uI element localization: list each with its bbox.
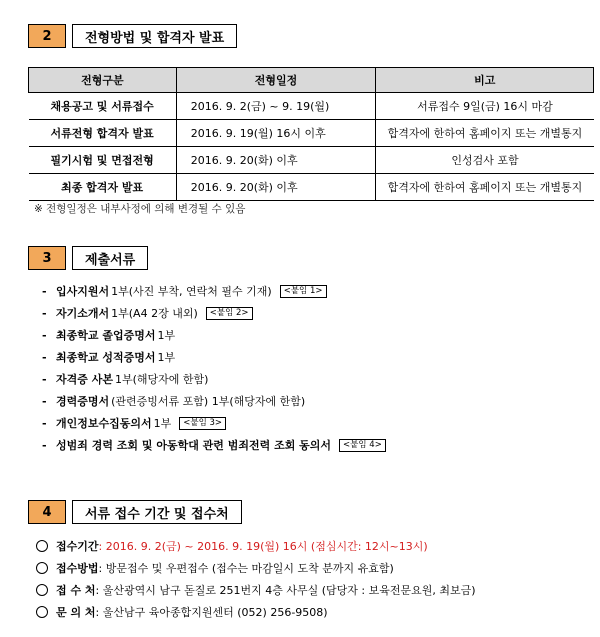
section-title: 제출서류: [72, 246, 148, 270]
section-number: 3: [28, 246, 66, 270]
doc-desc: 1부(A4 2장 내외): [111, 307, 198, 320]
cell-date: 2016. 9. 19(월) 16시 이후: [176, 120, 376, 147]
list-item: [36, 557, 476, 579]
doc-name: 최종학교 성적증명서: [56, 351, 156, 364]
column-header: 전형구분: [29, 68, 177, 93]
schedule-table: [28, 67, 594, 201]
cell-date: 2016. 9. 20(화) 이후: [176, 174, 376, 201]
section-number: 4: [28, 500, 66, 524]
receipt-value: : 울산광역시 남구 돋질로 251번지 4층 사무실 (담당자 : 보육전문요원, 최보금): [95, 584, 476, 597]
section-2-header: [28, 24, 237, 48]
receipt-value: : 울산남구 육아종합지원센터 (052) 256-9508): [95, 606, 328, 619]
attachment-badge: <붙임 4>: [339, 439, 386, 452]
section-3-header: [28, 246, 148, 270]
attachment-badge: <붙임 2>: [206, 307, 253, 320]
receipt-value: : 방문접수 및 우편접수 (접수는 마감일시 도착 분까지 유효함): [98, 562, 394, 575]
doc-desc: 1부: [157, 329, 176, 342]
list-item: - 입사지원서 1부(사진 부착, 연락처 필수 기재) <붙임 1>: [42, 280, 386, 302]
doc-desc: 1부(해당자에 한함): [114, 373, 209, 386]
doc-name: 성범죄 경력 조회 및 아동학대 관련 범죄전력 조회 동의서: [56, 439, 332, 452]
table-header-row: [29, 68, 594, 93]
schedule-note: ※ 전형일정은 내부사정에 의해 변경될 수 있음: [34, 203, 246, 215]
list-item: - 최종학교 졸업증명서 1부: [42, 328, 176, 342]
circle-bullet-icon: [36, 562, 48, 574]
receipt-label: 접수기간: [56, 540, 99, 553]
column-header: 전형일정: [176, 68, 376, 93]
cell-note: 합격자에 한하여 홈페이지 또는 개별통지: [376, 174, 594, 201]
cell-note: 서류접수 9일(금) 16시 마감: [376, 93, 594, 120]
document-list: [42, 280, 386, 456]
list-item: - 개인정보수집동의서 1부 <붙임 3>: [42, 412, 386, 434]
receipt-label: 접수방법: [56, 562, 99, 575]
table-row: [29, 147, 594, 174]
doc-name: 입사지원서: [56, 285, 110, 298]
doc-name: 자기소개서: [56, 307, 110, 320]
doc-desc: 1부: [153, 417, 172, 430]
cell-note: 합격자에 한하여 홈페이지 또는 개별통지: [376, 120, 594, 147]
list-item: [36, 579, 476, 601]
doc-desc: (관련증빙서류 포함) 1부(해당자에 한함): [111, 395, 306, 408]
receipt-value: : 2016. 9. 2(금) ~ 2016. 9. 19(월) 16시 (점심시간: 12시~13시): [98, 540, 428, 553]
table-row: [29, 174, 594, 201]
circle-bullet-icon: [36, 584, 48, 596]
list-item: - 경력증명서 (관련증빙서류 포함) 1부(해당자에 한함): [42, 394, 306, 408]
section-title: 전형방법 및 합격자 발표: [72, 24, 237, 48]
section-4-header: [28, 500, 242, 524]
cell-date: 2016. 9. 20(화) 이후: [176, 147, 376, 174]
section-title: 서류 접수 기간 및 접수처: [72, 500, 242, 524]
section-number: 2: [28, 24, 66, 48]
receipt-label: 문 의 처: [56, 606, 96, 619]
doc-name: 자격증 사본: [56, 373, 113, 386]
doc-name: 개인정보수집동의서: [56, 417, 152, 430]
column-header: 비고: [376, 68, 594, 93]
list-item: - 최종학교 성적증명서 1부: [42, 350, 176, 364]
cell-note: 인성검사 포함: [376, 147, 594, 174]
receipt-list: [36, 535, 476, 623]
cell-date: 2016. 9. 2(금) ~ 9. 19(월): [176, 93, 376, 120]
receipt-label: 접 수 처: [56, 584, 96, 597]
doc-name: 경력증명서: [56, 395, 110, 408]
attachment-badge: <붙임 3>: [179, 417, 226, 430]
table-row: [29, 120, 594, 147]
list-item: [36, 535, 476, 557]
circle-bullet-icon: [36, 540, 48, 552]
cell-type: 채용공고 및 서류접수: [29, 93, 177, 120]
list-item: [36, 601, 476, 623]
list-item: - 자기소개서 1부(A4 2장 내외) <붙임 2>: [42, 302, 386, 324]
doc-desc: 1부: [157, 351, 176, 364]
doc-name: 최종학교 졸업증명서: [56, 329, 156, 342]
table-row: [29, 93, 594, 120]
cell-type: 최종 합격자 발표: [29, 174, 177, 201]
cell-type: 필기시험 및 면접전형: [29, 147, 177, 174]
circle-bullet-icon: [36, 606, 48, 618]
cell-type: 서류전형 합격자 발표: [29, 120, 177, 147]
list-item: - 성범죄 경력 조회 및 아동학대 관련 범죄전력 조회 동의서 <붙임 4>: [42, 434, 386, 456]
list-item: - 자격증 사본 1부(해당자에 한함): [42, 372, 209, 386]
attachment-badge: <붙임 1>: [280, 285, 327, 298]
doc-desc: 1부(사진 부착, 연락처 필수 기재): [111, 285, 272, 298]
